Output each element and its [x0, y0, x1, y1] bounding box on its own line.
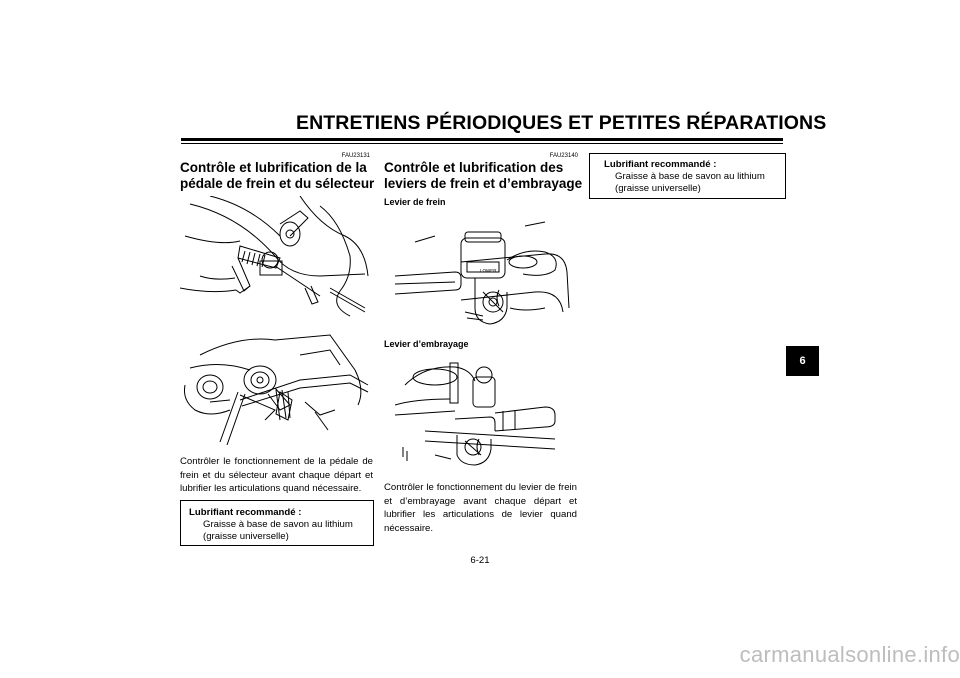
watermark: carmanualsonline.info: [739, 642, 960, 667]
lubricant-box: [589, 153, 786, 199]
lubricant-box-title: Lubrifiant recommandé :: [604, 159, 717, 170]
section-title-line: Contrôle et lubrification des: [384, 160, 564, 175]
header-rule: [181, 138, 783, 141]
lubricant-box-line: (graisse universelle): [615, 183, 701, 194]
clutch-lever-heading: Levier d’embrayage: [384, 339, 469, 349]
section-title: [384, 160, 584, 192]
lubricant-box-line: Graisse à base de savon au lithium: [203, 519, 353, 530]
shift-pedal-illustration: [180, 330, 370, 445]
header-rule-thin: [181, 143, 783, 144]
brake-pedal-illustration: [180, 196, 370, 318]
lubricant-box-title: Lubrifiant recommandé :: [189, 507, 302, 518]
page-number: 6-21: [470, 555, 490, 566]
brake-lever-illustration: [395, 212, 575, 330]
section-title-line: leviers de frein et d’embrayage: [384, 176, 583, 191]
section-title-line: Contrôle et lubrification de la: [180, 160, 367, 175]
section-code: FAU23131: [341, 153, 370, 159]
section-title: [180, 160, 380, 192]
lubricant-box-line: Graisse à base de savon au lithium: [615, 171, 765, 182]
brake-pedal-paragraph: Contrôler le fonctionnement de la pédale de frein et du sélecteur avant chaque départ et lubrifier les articulations quand nécessaire.: [180, 456, 373, 494]
section-code: FAU23140: [549, 153, 578, 159]
chapter-tab: 6: [786, 346, 819, 376]
reservoir-label: LOWER: [480, 268, 497, 273]
lubricant-box: [180, 500, 374, 546]
clutch-lever-illustration: [395, 355, 575, 473]
lubricant-box-line: (graisse universelle): [203, 531, 289, 542]
levers-paragraph: Contrôler le fonctionnement du levier de frein et d’embrayage avant chaque départ et lubrifier les articulations de levier quand nécessaire.: [384, 482, 577, 534]
section-title-line: pédale de frein et du sélecteur: [180, 176, 375, 191]
brake-lever-heading: Levier de frein: [384, 197, 446, 207]
page-header-title: ENTRETIENS PÉRIODIQUES ET PETITES RÉPARATIONS: [296, 112, 827, 134]
